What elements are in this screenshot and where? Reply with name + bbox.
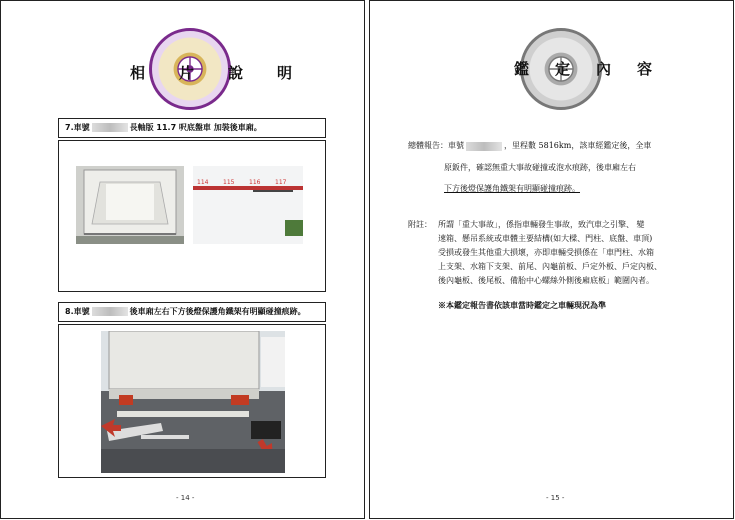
svg-text:115: 115 [223,179,235,186]
photo-explanation-heading: 相片說明 [130,64,327,82]
annex-line: 所謂「重大事故」，係指車輛發生事故，致汽車之引擎、 變 [438,220,645,229]
annex-line: 上支架、水箱下支架、前尾、內龜前板、戶定外板、戶定內板、 [438,262,662,271]
annex-body [438,218,662,288]
appraisal-content-heading: 鑑定內容 [514,60,679,78]
caption-7-prefix: 7.車號 [65,123,90,132]
summary-mileage: ，里程數 5816km，該車經鑑定後，全車 [504,141,652,150]
redacted-plate [466,142,502,151]
photo-frame-7 [58,140,326,292]
annex-label: 附註： [408,220,432,229]
annex-line: 受損或發生其他重大損壞，亦即車輛受損係在「車門柱、水箱 [438,248,654,257]
truck-rear-damage-photo [101,331,285,473]
summary-line-1 [408,140,651,151]
svg-text:117: 117 [275,179,287,186]
page-number-left: - 14 - [176,494,195,502]
page-number-right: - 15 - [546,494,565,502]
photo-caption-7 [58,118,326,138]
photo-caption-8 [58,302,326,322]
redacted-plate [92,123,128,132]
summary-plate-label: 車號 [448,141,464,150]
summary-line-3: 下方後燈保護角鐵架有明顯碰撞痕跡。 [444,184,580,193]
truck-box-interior-photo [76,166,184,244]
caption-8-prefix: 8.車號 [65,307,90,316]
annex-line: 速箱、懸吊系統或車體主要結構(如大樑、門柱、底盤、車頂) [438,234,653,243]
caption-8-suffix: 後車廂左右下方後燈保護角鐵架有明顯碰撞痕跡。 [129,307,306,316]
disclaimer-note: ※本鑑定報告書依該車當時鑑定之車輛現況為準 [438,300,606,310]
annex-line: 後內龜板、後尾板、備胎中心螺絲外側後廂底板」範圍內者。 [438,276,654,285]
summary-label: 總體報告： [408,141,448,150]
caption-7-suffix: 長軸版 11.7 呎底盤車 加裝後車廂。 [129,123,262,132]
svg-text:114: 114 [197,179,209,186]
summary-line-2: 原鈑件，確認無重大事故碰撞或泡水痕跡，後車廂左右 [444,163,636,172]
svg-text:116: 116 [249,179,261,186]
photo-frame-8 [58,324,326,478]
truck-side-measure-photo [193,166,303,244]
redacted-plate [92,307,128,316]
